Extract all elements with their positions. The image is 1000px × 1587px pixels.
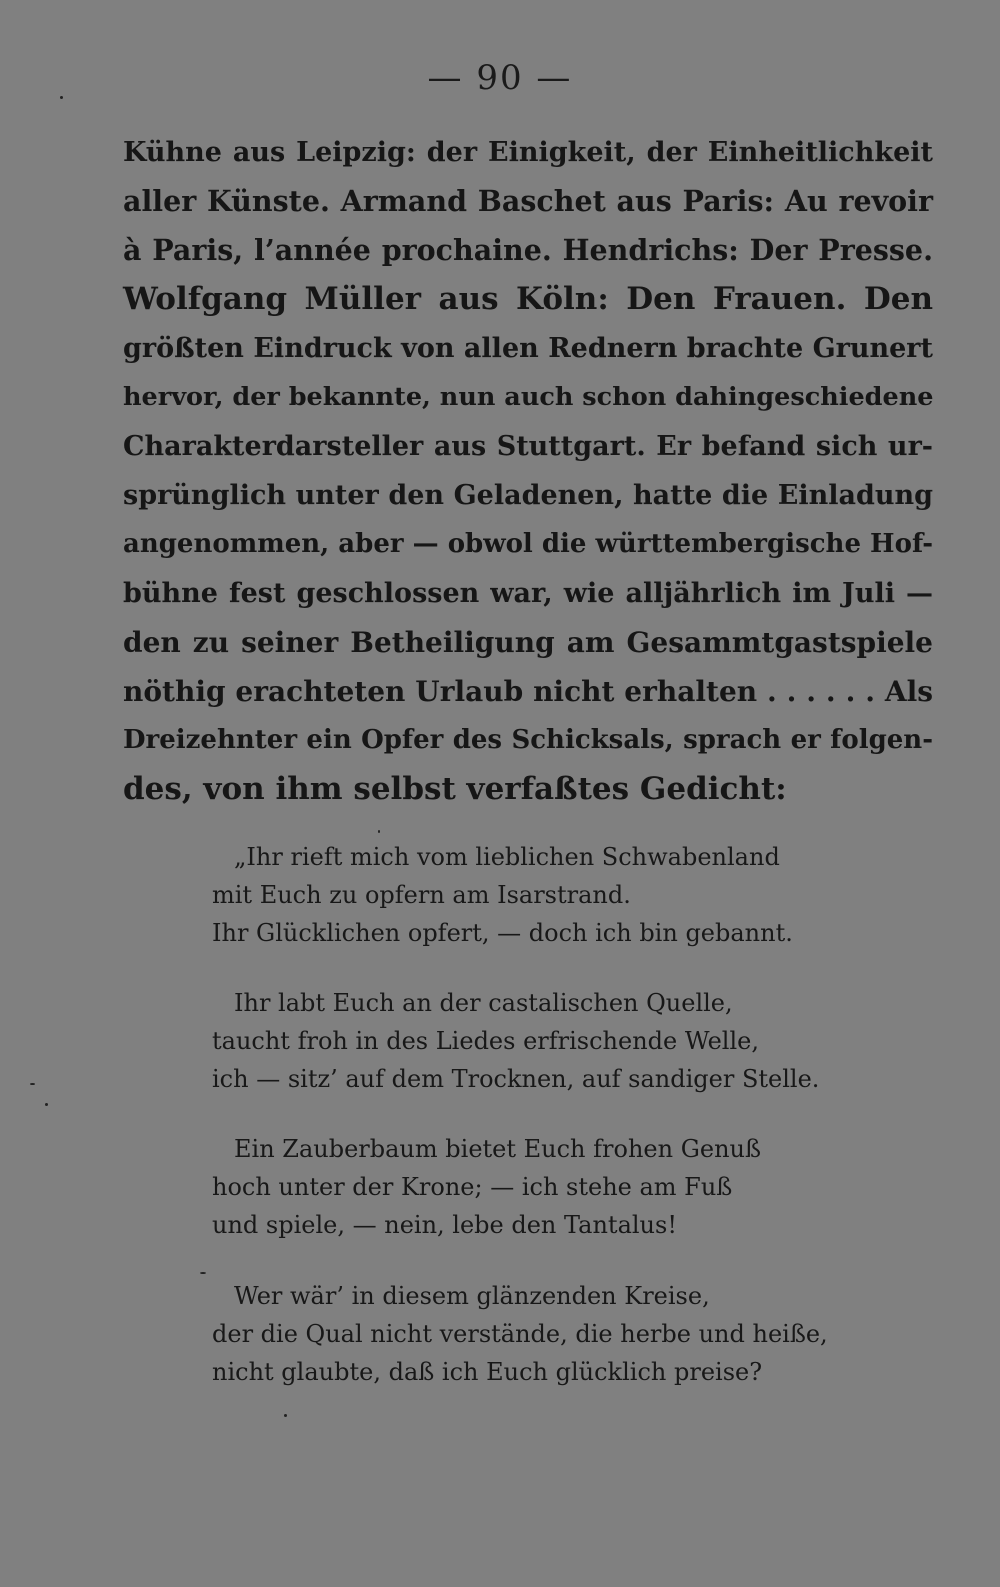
poem-line: Ihr labt Euch an der castalischen Quelle, <box>234 989 733 1017</box>
body-line: größten Eindruck von allen Rednern brachte Grunert <box>123 333 933 364</box>
scan-speck <box>284 1414 287 1417</box>
body-line: Wolfgang Müller aus Köln: Den Frauen. Den <box>123 281 933 317</box>
scan-speck <box>200 1272 206 1274</box>
body-paragraph <box>123 128 933 814</box>
body-line: des, von ihm selbst verfaßtes Gedicht: <box>123 771 787 807</box>
body-line: bühne fest geschlossen war, wie alljährlich im Juli — <box>123 578 933 609</box>
body-line: angenommen, aber — obwol die württembergische Hof- <box>123 529 933 559</box>
body-line: aller Künste. Armand Baschet aus Paris: Au revoir <box>123 184 933 218</box>
poem-line: und spiele, — nein, lebe den Tantalus! <box>212 1211 677 1239</box>
poem-stanza <box>212 838 852 952</box>
body-line: Charakterdarsteller aus Stuttgart. Er befand sich ur- <box>123 431 933 462</box>
poem-stanza <box>212 984 852 1098</box>
poem-line: hoch unter der Krone; — ich stehe am Fuß <box>212 1173 733 1201</box>
body-line: Dreizehnter ein Opfer des Schicksals, sprach er folgen- <box>123 725 933 755</box>
body-line: Kühne aus Leipzig: der Einigkeit, der Einheitlichkeit <box>123 137 933 168</box>
page-number: — 90 — <box>427 58 573 98</box>
poem-line: nicht glaubte, daß ich Euch glücklich preise? <box>212 1358 763 1386</box>
body-line: à Paris, l’année prochaine. Hendrichs: Der Presse. <box>123 233 933 267</box>
poem-line: Wer wär’ in diesem glänzenden Kreise, <box>234 1282 710 1310</box>
poem-line: der die Qual nicht verstände, die herbe und heiße, <box>212 1320 828 1348</box>
body-line: hervor, der bekannte, nun auch schon dahingeschiedene <box>123 382 934 412</box>
poem-line: taucht froh in des Liedes erfrischende Welle, <box>212 1027 759 1055</box>
poem-line: Ein Zauberbaum bietet Euch frohen Genuß <box>234 1135 762 1163</box>
poem-line: Ihr Glücklichen opfert, — doch ich bin gebannt. <box>212 919 793 947</box>
body-line: nöthig erachteten Urlaub nicht erhalten . . . . . . Als <box>123 675 933 708</box>
scan-speck <box>30 1083 35 1085</box>
poem-line: „Ihr rieft mich vom lieblichen Schwabenland <box>234 843 780 871</box>
poem-line: ich — sitz’ auf dem Trocknen, auf sandiger Stelle. <box>212 1065 820 1093</box>
poem-stanza <box>212 1277 852 1391</box>
body-line: den zu seiner Betheiligung am Gesammtgastspiele <box>123 626 933 659</box>
scan-speck <box>378 830 380 833</box>
poem-stanza <box>212 1130 852 1244</box>
scan-speck <box>45 1103 48 1106</box>
body-line: sprünglich unter den Geladenen, hatte die Einladung <box>123 480 933 511</box>
poem-line: mit Euch zu opfern am Isarstrand. <box>212 881 631 909</box>
scan-speck <box>60 96 63 99</box>
